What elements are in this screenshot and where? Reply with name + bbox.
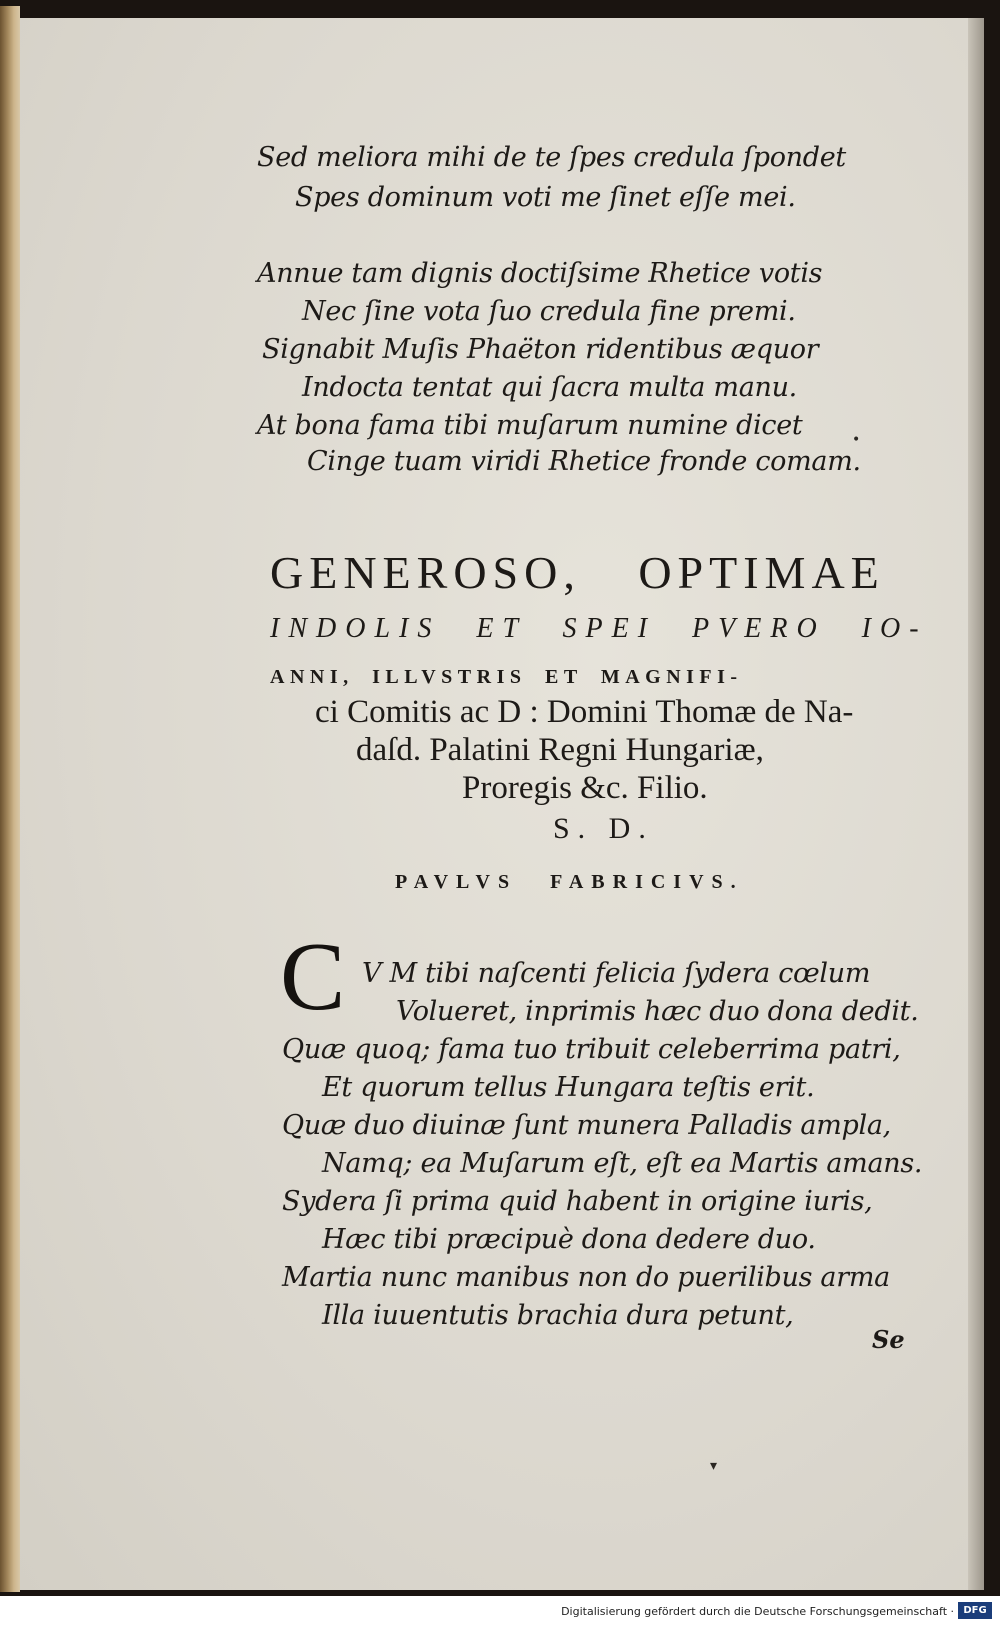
dedication-line-3: ANNI, ILLVSTRIS ET MAGNIFI- — [270, 666, 743, 688]
poem-main-line: Quæ duo diuinæ ſunt munera Palladis ampla, — [282, 1110, 891, 1141]
dedication-author: PAVLVS FABRICIVS. — [395, 871, 744, 893]
ink-speck: • — [852, 432, 861, 448]
dedication-line-2: INDOLIS ET SPEI PVERO IO- — [270, 613, 928, 644]
poem-main-line: Namq; ea Muſarum eſt, eſt ea Martis amans. — [322, 1148, 923, 1179]
poem-main-line: Hæc tibi præcipuè dona dedere duo. — [322, 1224, 816, 1255]
poem-top-line: Signabit Muſis Phaëton ridentibus æquor — [262, 334, 819, 365]
book-page — [20, 18, 984, 1590]
poem-main-line: Illa iuuentutis brachia dura petunt, — [322, 1300, 794, 1331]
poem-top-line: At bona fama tibi muſarum numine dicet — [257, 410, 803, 441]
catchword: Se — [872, 1325, 905, 1354]
dedication-line-5: daſd. Palatini Regni Hungariæ, — [356, 732, 764, 768]
poem-top-line: Cinge tuam viridi Rhetice fronde comam. — [307, 446, 861, 477]
poem-top-line: Indocta tentat qui ſacra multa manu. — [302, 372, 797, 403]
poem-main-line: Et quorum tellus Hungara teſtis erit. — [322, 1072, 815, 1103]
poem-top-line: Nec ſine vota ſuo credula fine premi. — [302, 296, 796, 327]
poem-main-line: Martia nunc manibus non do puerilibus arma — [282, 1262, 890, 1293]
dedication-line-4: ci Comitis ac D : Domini Thomæ de Na- — [315, 694, 854, 730]
footer-credit: Digitalisierung gefördert durch die Deutsche Forschungsgemeinschaft · — [561, 1605, 954, 1618]
drop-cap: C — [280, 923, 346, 1031]
poem-top-line: Sed meliora mihi de te ſpes credula ſpondet — [257, 142, 846, 173]
poem-top-line: Annue tam dignis doctiſsime Rhetice votis — [257, 258, 823, 289]
dedication-line-7: S. D. — [553, 812, 654, 845]
dedication-line-1: GENEROSO, OPTIMAE — [270, 547, 885, 598]
ink-speck: ▾ — [710, 1458, 718, 1474]
poem-main-line: Volueret, inprimis hæc duo dona dedit. — [396, 996, 919, 1027]
poem-main-line: V M tibi naſcenti felicia ſydera cœlum — [362, 958, 871, 989]
poem-main-line: Quæ quoq; fama tuo tribuit celeberrima patri, — [282, 1034, 901, 1065]
poem-main-line: Sydera ſi prima quid habent in origine iuris, — [282, 1186, 873, 1217]
dedication-line-6: Proregis &c. Filio. — [462, 770, 708, 806]
poem-top-line: Spes dominum voti me ſinet eſſe mei. — [295, 182, 796, 213]
page-shadow — [968, 18, 984, 1590]
page-edge — [0, 6, 20, 1592]
dfg-logo-icon: DFG — [958, 1602, 992, 1619]
